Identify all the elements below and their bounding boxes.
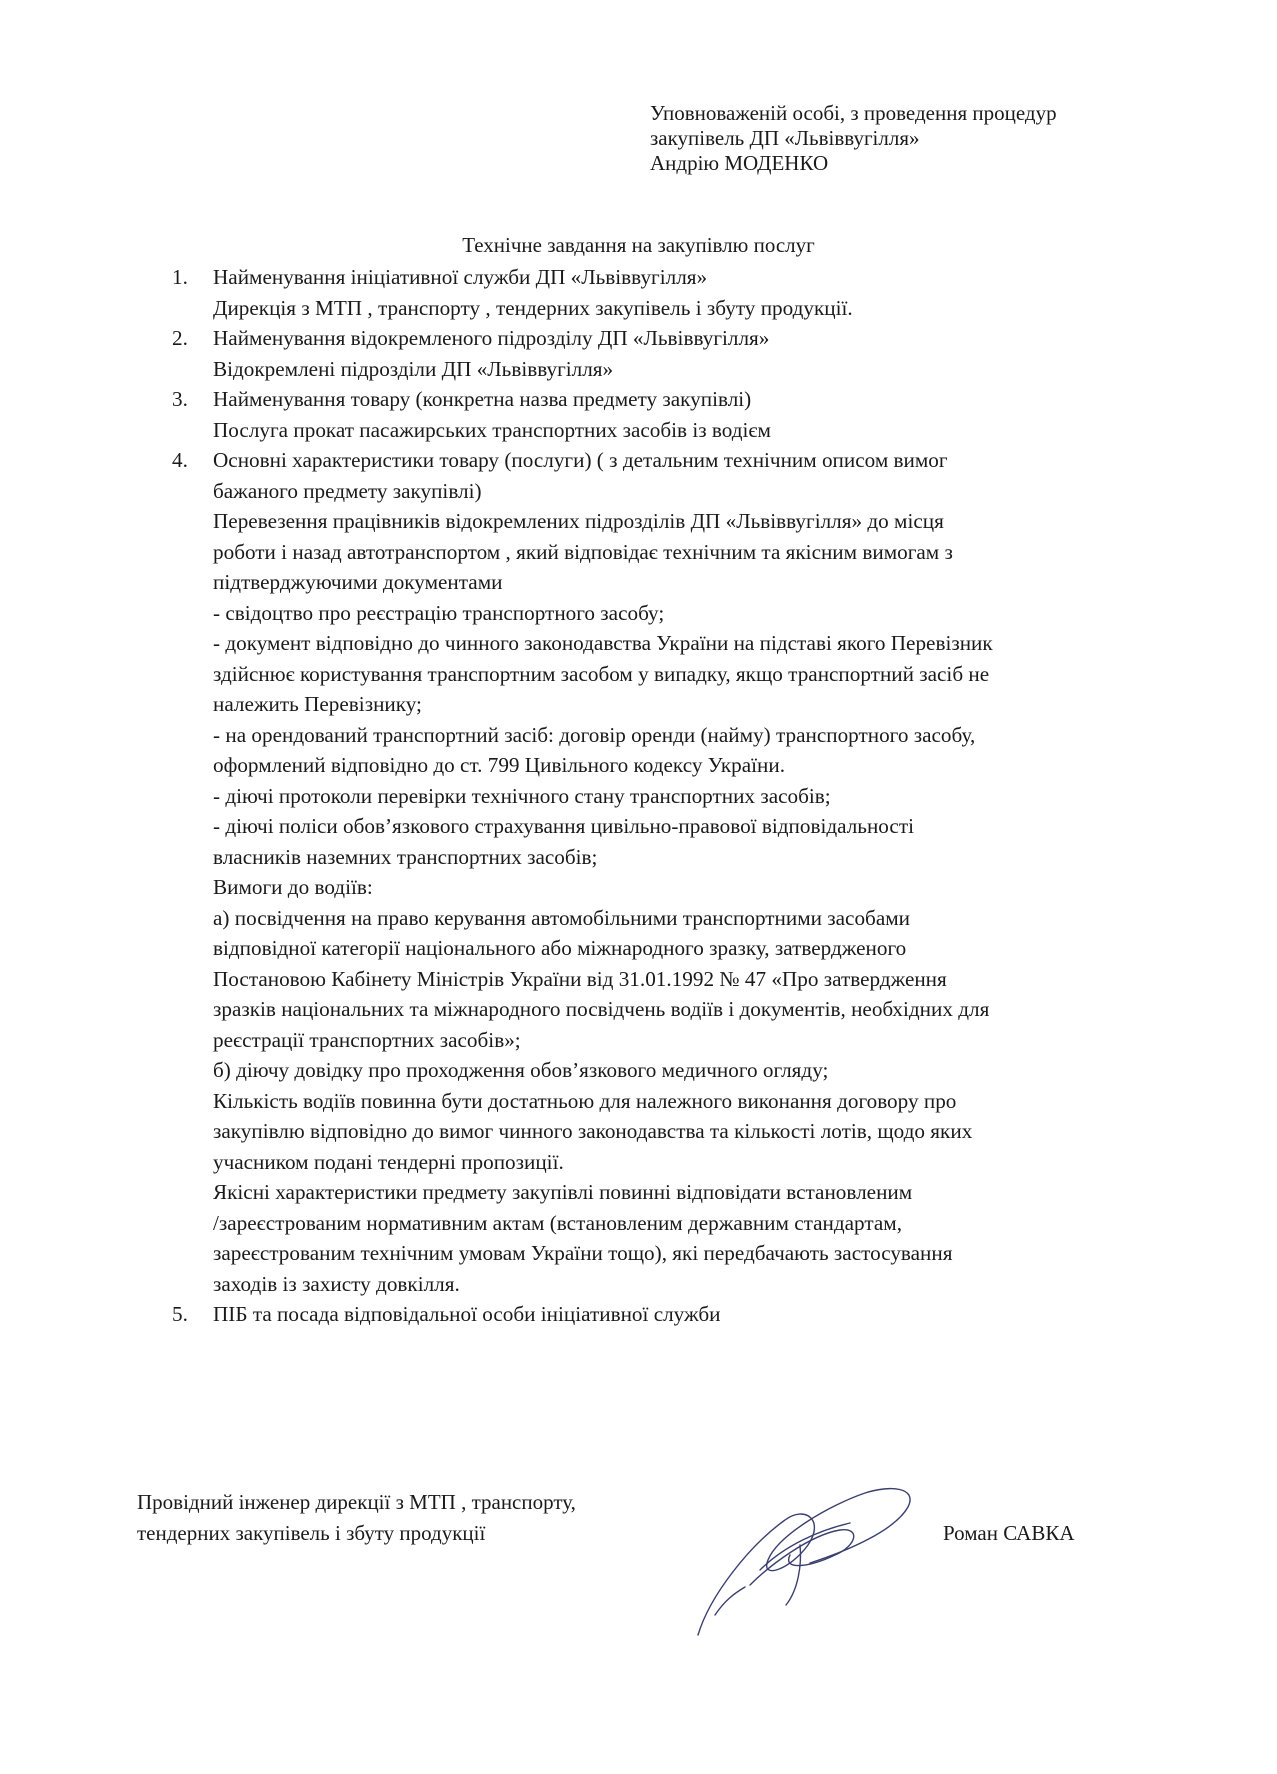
addressee-line: Андрію МОДЕНКО	[650, 151, 829, 175]
item-text-line: зареєстрованим технічним умовам України тощо), які передбачають застосування	[213, 1241, 953, 1265]
item-text-line: власників наземних транспортних засобів;	[213, 844, 598, 869]
item-text-line: Послуга прокат пасажирських транспортних засобів із водієм	[213, 417, 771, 442]
item-text-line: Відокремлені підрозділи ДП «Львіввугілля»	[213, 356, 614, 381]
item-text-line: Кількість водіїв повинна бути достатньою для належного виконання договору про	[213, 1088, 957, 1113]
item-text-line: учасником подані тендерні пропозиції.	[213, 1149, 564, 1174]
item-text-line: Постановою Кабінету Міністрів України від 31.01.1992 № 47 «Про затвердження	[213, 966, 947, 991]
item-text-line: відповідної категорії національного або міжнародного зразку, затвердженого	[213, 936, 907, 960]
list-item	[172, 445, 1172, 1299]
list-item	[172, 384, 1172, 445]
list-item	[172, 1299, 1172, 1330]
item-text-line: належить Перевізнику;	[213, 692, 422, 716]
position-line: Провідний інженер дирекції з МТП , транспорту,	[137, 1490, 576, 1514]
item-text-line: - діючі поліси обов’язкового страхування цивільно-правової відповідальності	[213, 814, 914, 838]
item-text-line: Перевезення працівників відокремлених підрозділів ДП «Львіввугілля» до місця	[213, 509, 944, 533]
item-text-line: Найменування ініціативної служби ДП «Львіввугілля»	[213, 265, 708, 289]
position-line: тендерних закупівель і збуту продукції	[137, 1521, 486, 1545]
addressee-line: Уповноваженій особі, з проведення процедур	[650, 101, 1057, 125]
item-text-line: ПІБ та посада відповідальної особи ініціативної служби	[213, 1302, 721, 1326]
item-number: 4.	[172, 448, 188, 472]
item-number: 5.	[172, 1302, 188, 1326]
addressee-line: закупівель ДП «Львіввугілля»	[650, 126, 920, 150]
item-text-line: оформлений відповідно до ст. 799 Цивільного кодексу України.	[213, 753, 786, 777]
item-text-line: - на орендований транспортний засіб: договір оренди (найму) транспортного засобу,	[213, 722, 976, 747]
addressee-block	[650, 101, 1210, 176]
item-text-line: /зареєстрованим нормативним актам (встановленим державним стандартам,	[213, 1210, 902, 1235]
item-text-line: Основні характеристики товару (послуги) ( з детальним технічним описом вимог	[213, 448, 948, 472]
item-text-line: Найменування товару (конкретна назва предмету закупівлі)	[213, 387, 752, 411]
item-text-line: - свідоцтво про реєстрацію транспортного засобу;	[213, 600, 665, 625]
item-text-line: б) діючу довідку про проходження обов’язкового медичного огляду;	[213, 1058, 829, 1082]
signatory-position	[137, 1487, 576, 1549]
item-number: 3.	[172, 387, 188, 411]
item-text-line: - документ відповідно до чинного законодавства України на підставі якого Перевізник	[213, 631, 993, 655]
list-item	[172, 323, 1172, 384]
item-text-line: підтверджуючими документами	[213, 570, 503, 594]
item-text-line: а) посвідчення на право керування автомобільними транспортними засобами	[213, 905, 910, 930]
item-text-line: Вимоги до водіїв:	[213, 875, 373, 899]
signer-name: Роман САВКА	[943, 1521, 1075, 1545]
numbered-list	[172, 262, 1172, 1330]
document-title: Технічне завдання на закупівлю послуг	[462, 233, 815, 257]
handwritten-signature	[690, 1475, 925, 1645]
list-item	[172, 262, 1172, 323]
item-number: 2.	[172, 326, 188, 350]
item-text-line: бажаного предмету закупівлі)	[213, 478, 482, 503]
item-text-line: Дирекція з МТП , транспорту , тендерних закупівель і збуту продукції.	[213, 295, 853, 320]
item-text-line: заходів із захисту довкілля.	[213, 1271, 460, 1296]
item-text-line: реєстрації транспортних засобів»;	[213, 1027, 521, 1052]
item-text-line: зразків національних та міжнародного посвідчень водіїв і документів, необхідних для	[213, 997, 990, 1021]
item-text-line: Найменування відокремленого підрозділу ДП «Львіввугілля»	[213, 326, 770, 350]
item-text-line: роботи і назад автотранспортом , який відповідає технічним та якісним вимогам з	[213, 539, 953, 564]
item-text-line: закупівлю відповідно до вимог чинного законодавства та кількості лотів, щодо яких	[213, 1119, 973, 1143]
item-number: 1.	[172, 265, 188, 289]
item-text-line: здійснює користування транспортним засобом у випадку, якщо транспортний засіб не	[213, 661, 990, 686]
item-text-line: - діючі протоколи перевірки технічного стану транспортних засобів;	[213, 783, 831, 808]
item-text-line: Якісні характеристики предмету закупівлі повинні відповідати встановленим	[213, 1180, 913, 1204]
